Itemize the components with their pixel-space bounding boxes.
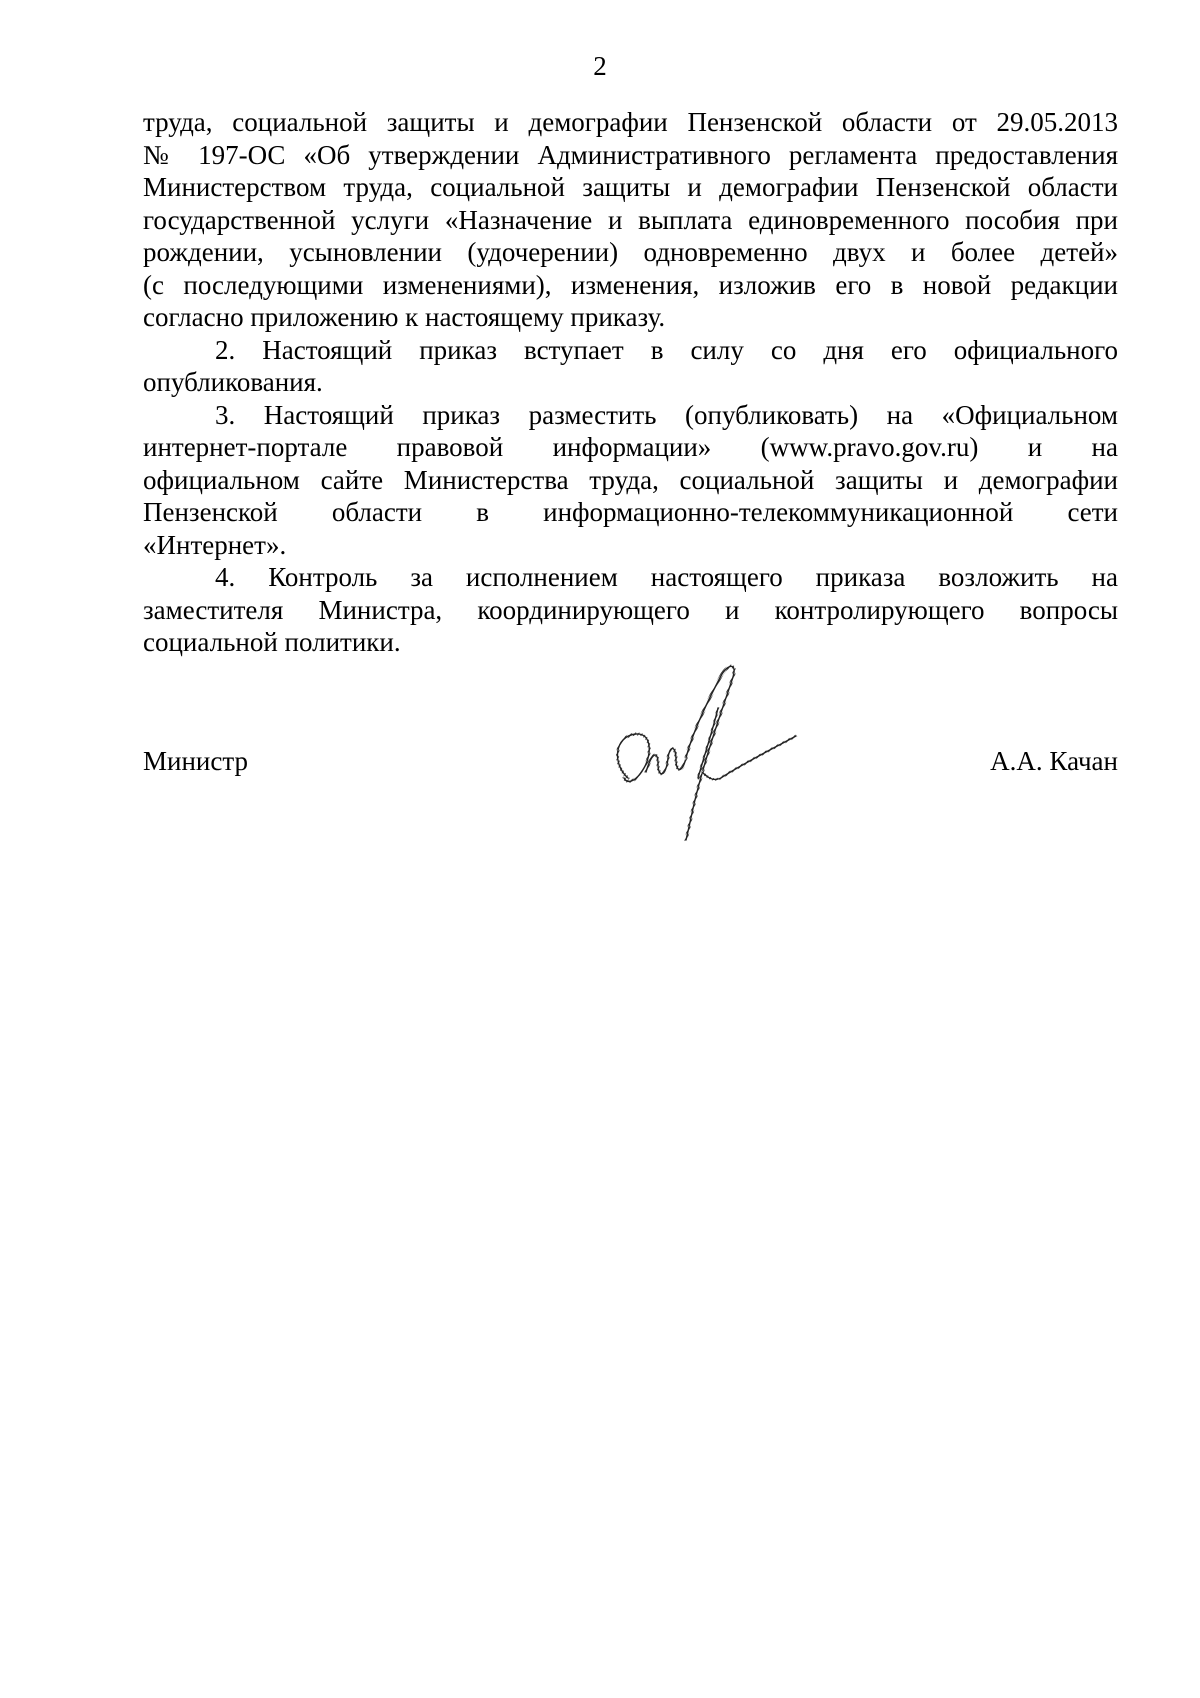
text-line: государственной услуги «Назначение и выплата единовременного пособия при bbox=[143, 204, 1118, 235]
handwritten-signature-icon bbox=[606, 654, 806, 854]
text-line: 4. Контроль за исполнением настоящего приказа возложить на bbox=[215, 562, 1118, 592]
document-body bbox=[143, 106, 1118, 659]
text-line: Министерством труда, социальной защиты и демографии Пензенской области bbox=[143, 172, 1118, 202]
signatory-name: А.А. Качан bbox=[990, 746, 1118, 776]
text-line: согласно приложению к настоящему приказу. bbox=[143, 302, 666, 332]
text-line: (с последующими изменениями), изменения, изложив его в новой редакции bbox=[143, 269, 1118, 300]
signature-block bbox=[143, 739, 1118, 889]
text-line: 3. Настоящий приказ разместить (опубликовать) на «Официальном bbox=[215, 399, 1118, 430]
text-line: рождении, усыновлении (удочерении) одновременно двух и более детей» bbox=[143, 237, 1118, 267]
text-line: интернет-портале правовой информации» (www.pravo.gov.ru) и на bbox=[143, 432, 1118, 462]
signatory-position: Министр bbox=[143, 746, 248, 776]
text-line: официальном сайте Министерства труда, социальной защиты и демографии bbox=[143, 464, 1118, 495]
text-line: труда, социальной защиты и демографии Пензенской области от 29.05.2013 bbox=[143, 107, 1118, 137]
text-line: «Интернет». bbox=[143, 529, 287, 560]
text-line: 2. Настоящий приказ вступает в силу со дня его официального bbox=[215, 334, 1118, 365]
text-line: Пензенской области в информационно-телекоммуникационной сети bbox=[143, 497, 1118, 527]
text-line: опубликования. bbox=[143, 367, 323, 397]
text-line: социальной политики. bbox=[143, 627, 401, 657]
page-number: 2 bbox=[593, 51, 607, 81]
text-line: заместителя Министра, координирующего и контролирующего вопросы bbox=[143, 594, 1118, 625]
text-line: № 197-ОС «Об утверждении Административного регламента предоставления bbox=[143, 139, 1118, 170]
